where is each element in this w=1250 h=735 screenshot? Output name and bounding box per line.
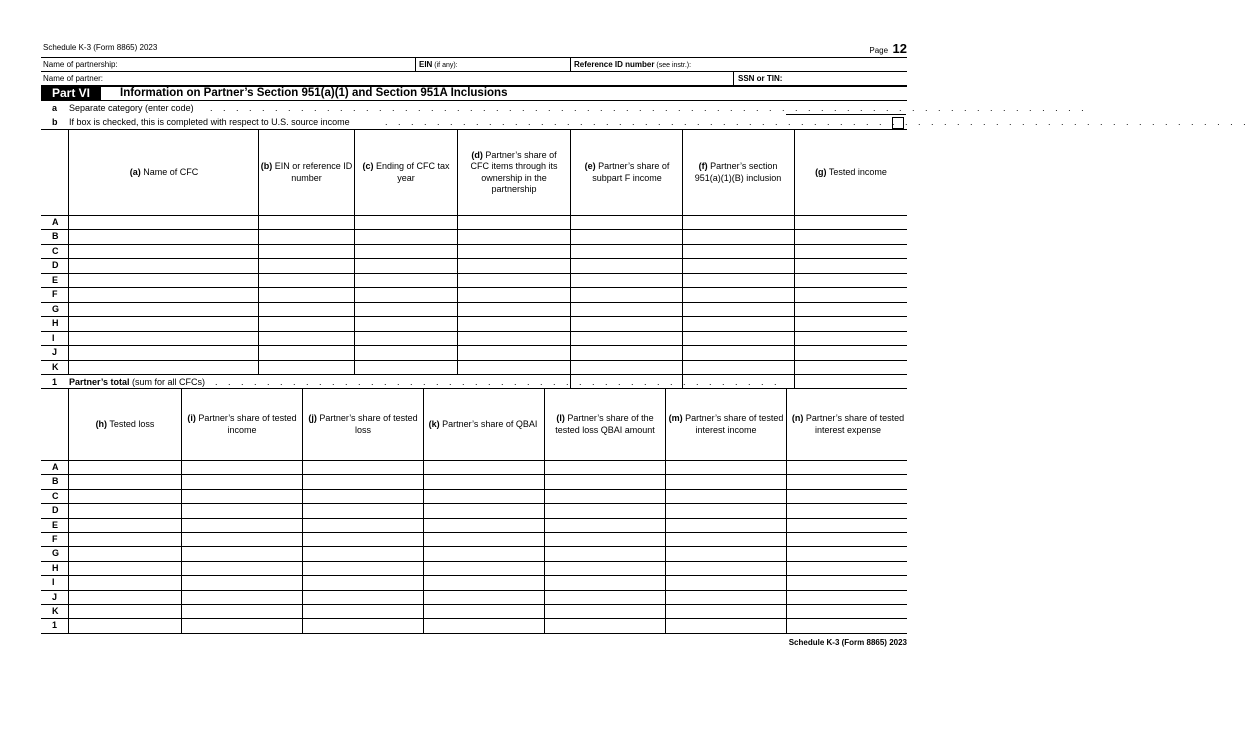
table-cell-input[interactable] bbox=[259, 288, 353, 300]
table-cell-input[interactable] bbox=[259, 332, 353, 344]
table-cell-input[interactable] bbox=[458, 346, 569, 358]
table-cell-input[interactable] bbox=[795, 317, 906, 329]
table-cell-input[interactable] bbox=[182, 519, 301, 531]
table-cell-input[interactable] bbox=[355, 332, 456, 344]
table-cell-input[interactable] bbox=[182, 576, 301, 588]
table-cell-input[interactable] bbox=[355, 288, 456, 300]
table-cell-input[interactable] bbox=[787, 533, 906, 545]
rule bbox=[570, 57, 571, 71]
table-cell-input[interactable] bbox=[182, 504, 301, 516]
table-cell-input[interactable] bbox=[69, 504, 180, 516]
table-cell-input[interactable] bbox=[458, 274, 569, 286]
table-cell-input[interactable] bbox=[303, 504, 422, 516]
table-cell-input[interactable] bbox=[666, 605, 785, 617]
table-cell-input[interactable] bbox=[424, 576, 543, 588]
table-cell-input[interactable] bbox=[795, 332, 906, 344]
table-cell-input[interactable] bbox=[795, 216, 906, 228]
table-cell-input[interactable] bbox=[666, 547, 785, 559]
table-cell-input[interactable] bbox=[666, 490, 785, 502]
table-cell-input[interactable] bbox=[458, 303, 569, 315]
rule bbox=[665, 388, 666, 632]
partner-name-field[interactable] bbox=[110, 72, 730, 84]
table-cell-input[interactable] bbox=[683, 245, 793, 257]
table-cell-input[interactable] bbox=[458, 216, 569, 228]
table-cell-input[interactable] bbox=[69, 303, 257, 315]
table-cell-input[interactable] bbox=[259, 303, 353, 315]
row-label: C bbox=[52, 490, 59, 501]
table-cell-input[interactable] bbox=[683, 346, 793, 358]
table-cell-input[interactable] bbox=[182, 547, 301, 559]
table-cell-input[interactable] bbox=[571, 245, 681, 257]
row-label: B bbox=[52, 476, 59, 487]
table-cell-input[interactable] bbox=[303, 533, 422, 545]
row-label: K bbox=[52, 361, 59, 372]
table-cell-input[interactable] bbox=[545, 461, 664, 473]
rule bbox=[41, 633, 907, 634]
table-cell-input[interactable] bbox=[182, 533, 301, 545]
table-cell-input[interactable] bbox=[424, 490, 543, 502]
table-cell-input[interactable] bbox=[545, 519, 664, 531]
table-cell-input[interactable] bbox=[303, 547, 422, 559]
table-cell-input[interactable] bbox=[182, 605, 301, 617]
table-cell-input[interactable] bbox=[683, 361, 793, 373]
table-cell-input[interactable] bbox=[545, 619, 664, 631]
col-d-header: (d) Partner’s share of CFC items through its ownership in the partnership bbox=[470, 149, 558, 194]
reference-id-label: Reference ID number (see instr.): bbox=[574, 60, 692, 69]
table-cell-input[interactable] bbox=[424, 504, 543, 516]
table-cell-input[interactable] bbox=[69, 533, 180, 545]
table-cell-input[interactable] bbox=[787, 504, 906, 516]
rule bbox=[68, 129, 69, 374]
line-a-letter: a bbox=[52, 103, 58, 113]
partnership-name-field[interactable] bbox=[135, 58, 413, 70]
table-cell-input[interactable] bbox=[571, 332, 681, 344]
table-cell-input[interactable] bbox=[355, 303, 456, 315]
table-cell-input[interactable] bbox=[458, 288, 569, 300]
total-cell-input[interactable] bbox=[795, 375, 906, 387]
row-label: E bbox=[52, 519, 59, 530]
table-cell-input[interactable] bbox=[571, 274, 681, 286]
line-b-label: If box is checked, this is completed with respect to U.S. source income bbox=[69, 117, 350, 127]
table-cell-input[interactable] bbox=[545, 547, 664, 559]
col-f-header: (f) Partner’s section 951(a)(1)(B) inclusion bbox=[694, 161, 782, 183]
rule bbox=[423, 388, 424, 632]
table-cell-input[interactable] bbox=[787, 562, 906, 574]
table-cell-input[interactable] bbox=[666, 619, 785, 631]
table-cell-input[interactable] bbox=[303, 519, 422, 531]
table-cell-input[interactable] bbox=[182, 461, 301, 473]
table-cell-input[interactable] bbox=[355, 216, 456, 228]
row-label: F bbox=[52, 289, 58, 300]
us-source-checkbox[interactable] bbox=[892, 117, 904, 129]
row-label: B bbox=[52, 231, 59, 242]
table-cell-input[interactable] bbox=[787, 461, 906, 473]
rule bbox=[457, 129, 458, 374]
table-cell-input[interactable] bbox=[69, 332, 257, 344]
part-title: Information on Partner’s Section 951(a)(1) and Section 951A Inclusions bbox=[120, 87, 508, 99]
table-cell-input[interactable] bbox=[571, 288, 681, 300]
table-cell-input[interactable] bbox=[545, 490, 664, 502]
table-cell-input[interactable] bbox=[355, 259, 456, 271]
table-cell-input[interactable] bbox=[259, 216, 353, 228]
col-l-header: (l) Partner’s share of the tested loss QBAI amount bbox=[555, 413, 655, 435]
table-cell-input[interactable] bbox=[666, 562, 785, 574]
rule bbox=[258, 129, 259, 374]
table-cell-input[interactable] bbox=[458, 317, 569, 329]
table-cell-input[interactable] bbox=[69, 619, 180, 631]
table-cell-input[interactable] bbox=[666, 576, 785, 588]
table-cell-input[interactable] bbox=[69, 490, 180, 502]
table-cell-input[interactable] bbox=[69, 591, 180, 603]
table-cell-input[interactable] bbox=[424, 619, 543, 631]
rule bbox=[733, 71, 734, 85]
table-cell-input[interactable] bbox=[683, 259, 793, 271]
table-cell-input[interactable] bbox=[69, 346, 257, 358]
table-cell-input[interactable] bbox=[571, 230, 681, 242]
table-cell-input[interactable] bbox=[458, 332, 569, 344]
col-e-header: (e) Partner’s share of subpart F income bbox=[584, 161, 670, 183]
col-i-header: (i) Partner’s share of tested income bbox=[187, 413, 297, 435]
table-cell-input[interactable] bbox=[424, 519, 543, 531]
leader-dots: . . . . . . . . . . . . . . . . . . . . . . . . . . . . . . . . . . . . . . . . . . . . bbox=[215, 377, 781, 387]
row-label: J bbox=[52, 591, 58, 602]
table-cell-input[interactable] bbox=[571, 216, 681, 228]
table-cell-input[interactable] bbox=[69, 461, 180, 473]
col-h-header: (h) Tested loss bbox=[95, 418, 155, 429]
table-cell-input[interactable] bbox=[303, 605, 422, 617]
table-cell-input[interactable] bbox=[69, 216, 257, 228]
table-cell-input[interactable] bbox=[787, 576, 906, 588]
table-cell-input[interactable] bbox=[303, 475, 422, 487]
table-cell-input[interactable] bbox=[545, 591, 664, 603]
col-k-header: (k) Partner’s share of QBAI bbox=[428, 418, 538, 429]
table-cell-input[interactable] bbox=[424, 461, 543, 473]
table-cell-input[interactable] bbox=[355, 245, 456, 257]
table-cell-input[interactable] bbox=[787, 490, 906, 502]
table-cell-input[interactable] bbox=[259, 361, 353, 373]
table-cell-input[interactable] bbox=[571, 361, 681, 373]
page-number bbox=[869, 40, 907, 58]
table-cell-input[interactable] bbox=[69, 317, 257, 329]
table-cell-input[interactable] bbox=[795, 245, 906, 257]
table-cell-input[interactable] bbox=[795, 288, 906, 300]
col-b-header: (b) EIN or reference ID number bbox=[260, 161, 353, 183]
table-cell-input[interactable] bbox=[787, 591, 906, 603]
table-cell-input[interactable] bbox=[424, 533, 543, 545]
table-cell-input[interactable] bbox=[683, 332, 793, 344]
table-cell-input[interactable] bbox=[303, 562, 422, 574]
ssn-field[interactable] bbox=[785, 72, 905, 84]
row-label: 1 bbox=[52, 620, 58, 631]
table-cell-input[interactable] bbox=[458, 245, 569, 257]
table-cell-input[interactable] bbox=[69, 259, 257, 271]
table-cell-input[interactable] bbox=[259, 259, 353, 271]
page-label: Page bbox=[869, 46, 889, 55]
table-cell-input[interactable] bbox=[795, 303, 906, 315]
total-line-number: 1 bbox=[52, 377, 58, 387]
row-label: F bbox=[52, 534, 58, 544]
table-cell-input[interactable] bbox=[571, 346, 681, 358]
table-cell-input[interactable] bbox=[69, 288, 257, 300]
table-cell-input[interactable] bbox=[666, 461, 785, 473]
table-cell-input[interactable] bbox=[666, 504, 785, 516]
table-cell-input[interactable] bbox=[458, 259, 569, 271]
table-cell-input[interactable] bbox=[666, 519, 785, 531]
table-cell-input[interactable] bbox=[303, 461, 422, 473]
table-cell-input[interactable] bbox=[571, 317, 681, 329]
rule bbox=[181, 388, 182, 632]
table-cell-input[interactable] bbox=[182, 591, 301, 603]
footer-form-title: Schedule K-3 (Form 8865) 2023 bbox=[788, 638, 907, 647]
table-cell-input[interactable] bbox=[182, 475, 301, 487]
table-cell-input[interactable] bbox=[666, 475, 785, 487]
table-cell-input[interactable] bbox=[424, 475, 543, 487]
table-cell-input[interactable] bbox=[545, 576, 664, 588]
table-cell-input[interactable] bbox=[571, 303, 681, 315]
table-cell-input[interactable] bbox=[69, 605, 180, 617]
table-cell-input[interactable] bbox=[424, 591, 543, 603]
table-cell-input[interactable] bbox=[683, 274, 793, 286]
table-cell-input[interactable] bbox=[683, 317, 793, 329]
row-label: D bbox=[52, 505, 59, 516]
table-cell-input[interactable] bbox=[355, 361, 456, 373]
leader-dots: . . . . . . . . . . . . . . . . . . . . . . . . . . . . . . . . . . . . . . . . . . . . . . . . . . . . . . . . . . . . . . . . . . . . bbox=[210, 103, 1088, 113]
table-cell-input[interactable] bbox=[182, 619, 301, 631]
rule bbox=[41, 100, 907, 101]
row-label: I bbox=[52, 332, 55, 343]
line-b-letter: b bbox=[52, 117, 58, 127]
table-cell-input[interactable] bbox=[303, 619, 422, 631]
table-cell-input[interactable] bbox=[182, 490, 301, 502]
form-title: Schedule K-3 (Form 8865) 2023 bbox=[43, 43, 158, 52]
table-cell-input[interactable] bbox=[259, 230, 353, 242]
table-cell-input[interactable] bbox=[355, 317, 456, 329]
table-cell-input[interactable] bbox=[69, 245, 257, 257]
table-cell-input[interactable] bbox=[795, 259, 906, 271]
table-cell-input[interactable] bbox=[355, 274, 456, 286]
table-cell-input[interactable] bbox=[545, 475, 664, 487]
table-cell-input[interactable] bbox=[666, 533, 785, 545]
table-cell-input[interactable] bbox=[69, 519, 180, 531]
table-cell-input[interactable] bbox=[683, 288, 793, 300]
rule bbox=[570, 129, 571, 388]
table-cell-input[interactable] bbox=[787, 547, 906, 559]
row-label: J bbox=[52, 347, 58, 358]
row-label: K bbox=[52, 606, 59, 616]
table-cell-input[interactable] bbox=[69, 547, 180, 559]
row-label: A bbox=[52, 217, 59, 227]
table-cell-input[interactable] bbox=[355, 230, 456, 242]
table-cell-input[interactable] bbox=[259, 274, 353, 286]
reference-id-field[interactable] bbox=[700, 58, 905, 70]
col-c-header: (c) Ending of CFC tax year bbox=[362, 161, 450, 183]
table-cell-input[interactable] bbox=[571, 259, 681, 271]
rule bbox=[786, 388, 787, 632]
row-label: H bbox=[52, 318, 59, 329]
table-cell-input[interactable] bbox=[69, 475, 180, 487]
table-cell-input[interactable] bbox=[787, 605, 906, 617]
table-cell-input[interactable] bbox=[69, 562, 180, 574]
row-label: D bbox=[52, 260, 59, 271]
partner-name-label: Name of partner: bbox=[43, 74, 104, 83]
table-cell-input[interactable] bbox=[787, 475, 906, 487]
rule bbox=[354, 129, 355, 374]
table-cell-input[interactable] bbox=[458, 230, 569, 242]
row-label: C bbox=[52, 245, 59, 256]
table-cell-input[interactable] bbox=[303, 490, 422, 502]
row-label: G bbox=[52, 303, 60, 314]
rule bbox=[415, 57, 416, 71]
col-m-header: (m) Partner’s share of tested interest income bbox=[668, 413, 784, 435]
table-cell-input[interactable] bbox=[795, 346, 906, 358]
table-cell-input[interactable] bbox=[683, 230, 793, 242]
table-cell-input[interactable] bbox=[355, 346, 456, 358]
row-label: E bbox=[52, 274, 59, 285]
table-cell-input[interactable] bbox=[545, 533, 664, 545]
separate-category-field[interactable] bbox=[786, 103, 906, 115]
total-line-label: Partner’s total (sum for all CFCs) bbox=[69, 377, 206, 387]
ein-field[interactable] bbox=[462, 58, 567, 70]
table-cell-input[interactable] bbox=[545, 605, 664, 617]
row-label: G bbox=[52, 548, 60, 559]
table-cell-input[interactable] bbox=[259, 317, 353, 329]
col-j-header: (j) Partner’s share of tested loss bbox=[308, 413, 418, 435]
table-cell-input[interactable] bbox=[787, 619, 906, 631]
row-label: A bbox=[52, 462, 59, 472]
rule bbox=[302, 388, 303, 632]
table-cell-input[interactable] bbox=[182, 562, 301, 574]
table-cell-input[interactable] bbox=[259, 245, 353, 257]
table-cell-input[interactable] bbox=[259, 346, 353, 358]
ein-label: EIN (if any): bbox=[419, 60, 458, 69]
page-number-value: 12 bbox=[892, 41, 907, 56]
table-cell-input[interactable] bbox=[545, 562, 664, 574]
table-cell-input[interactable] bbox=[795, 230, 906, 242]
table-cell-input[interactable] bbox=[69, 274, 257, 286]
table-cell-input[interactable] bbox=[683, 303, 793, 315]
rule bbox=[794, 129, 795, 388]
table-cell-input[interactable] bbox=[458, 361, 569, 373]
table-cell-input[interactable] bbox=[424, 605, 543, 617]
col-g-header: (g) Tested income bbox=[815, 166, 887, 177]
col-a-header: (a) Name of CFC bbox=[129, 166, 199, 177]
rule bbox=[544, 388, 545, 632]
leader-dots: . . . . . . . . . . . . . . . . . . . . . . . . . . . . . . . . . . . . . . . . . . . . . . . . . . . . . . . . . . . . . . . . . . . bbox=[385, 117, 1250, 127]
row-label: I bbox=[52, 577, 55, 588]
col-n-header: (n) Partner’s share of tested interest expense bbox=[791, 413, 905, 435]
table-cell-input[interactable] bbox=[424, 547, 543, 559]
partnership-name-label: Name of partnership: bbox=[43, 60, 118, 69]
table-cell-input[interactable] bbox=[69, 361, 257, 373]
table-cell-input[interactable] bbox=[787, 519, 906, 531]
line-a-label: Separate category (enter code) bbox=[69, 103, 194, 113]
rule bbox=[68, 388, 69, 632]
table-cell-input[interactable] bbox=[795, 361, 906, 373]
table-cell-input[interactable] bbox=[69, 230, 257, 242]
row-label: H bbox=[52, 562, 59, 573]
rule bbox=[682, 129, 683, 388]
table-cell-input[interactable] bbox=[683, 216, 793, 228]
table-cell-input[interactable] bbox=[424, 562, 543, 574]
part-tag: Part VI bbox=[41, 86, 101, 100]
table-cell-input[interactable] bbox=[69, 576, 180, 588]
table-cell-input[interactable] bbox=[795, 274, 906, 286]
ssn-label: SSN or TIN: bbox=[738, 74, 783, 83]
table-cell-input[interactable] bbox=[303, 576, 422, 588]
table-cell-input[interactable] bbox=[545, 504, 664, 516]
table-cell-input[interactable] bbox=[666, 591, 785, 603]
table-cell-input[interactable] bbox=[303, 591, 422, 603]
